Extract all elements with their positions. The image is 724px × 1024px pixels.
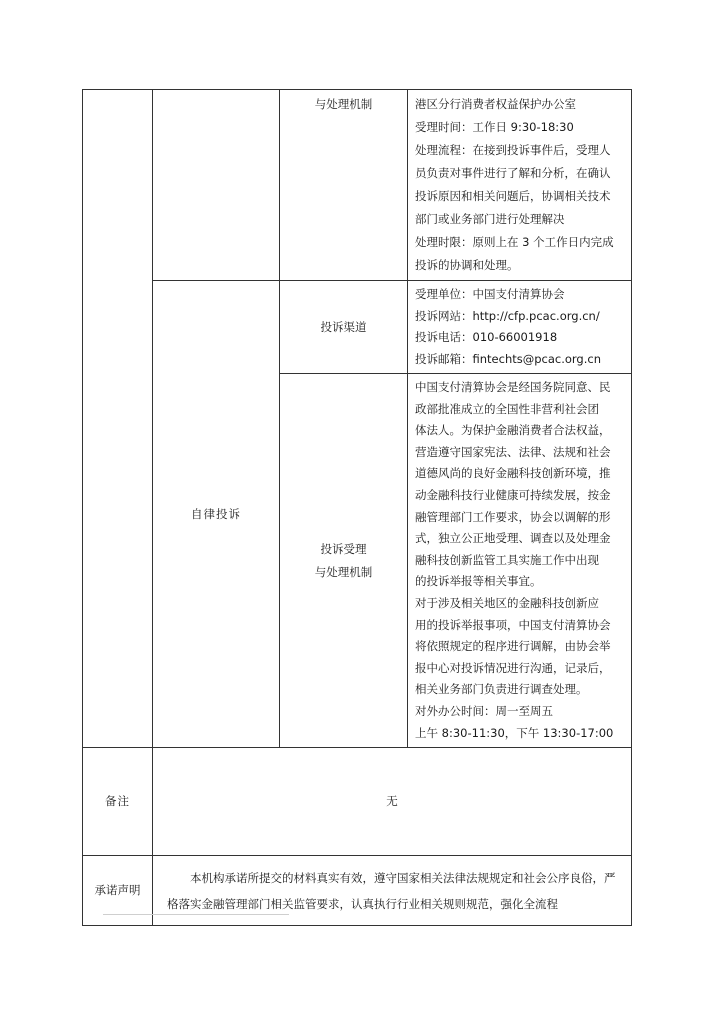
content-line: 道德风尚的良好金融科技创新环境，推	[415, 466, 611, 481]
mechanism-label-cell	[280, 374, 408, 748]
content-line: 将依照规定的程序进行调解，由协会举	[415, 639, 611, 654]
content-line: 投诉邮箱：fintechts@pcac.org.cn	[415, 351, 602, 366]
content-line: 相关业务部门负责进行调查处理。	[415, 682, 588, 697]
content-line: 投诉的协调和处理。	[415, 258, 519, 272]
content-line: 投诉网站：http://cfp.pcac.org.cn/	[415, 308, 600, 323]
self-regulation-mechanism-content	[408, 374, 632, 748]
content-line: 部门或业务部门进行处理解决	[415, 212, 565, 226]
declaration-text: 本机构承诺所提交的材料真实有效，遵守国家相关法律法规规定和社会公序良俗，严格落实金融管理部门相关监管要求，认真执行行业相关规则规范，强化全流程	[167, 870, 616, 911]
content-line: 投诉原因和相关问题后，协调相关技术	[415, 189, 611, 203]
self-regulation-label: 自律投诉	[191, 506, 241, 521]
content-line: 用的投诉举报事项，中国支付清算协会	[415, 617, 611, 632]
row-remarks	[83, 748, 632, 856]
row-declaration	[83, 856, 632, 926]
mechanism-label-text: 与处理机制	[314, 97, 373, 111]
declaration-text-cell	[153, 856, 632, 926]
application-form-table	[82, 89, 632, 926]
remarks-label: 备注	[105, 794, 130, 809]
content-line: 动金融科技行业健康可持续发展，按金	[415, 487, 611, 502]
content-line: 报中心对投诉情况进行沟通，记录后，	[415, 660, 611, 675]
empty-cell	[83, 90, 153, 748]
content-line: 中国支付清算协会是经国务院同意、民	[415, 380, 611, 394]
content-line: 融管理部门工作要求，协会以调解的形	[415, 509, 611, 524]
empty-cell	[153, 90, 280, 281]
content-line: 受理时间：工作日 9:30-18:30	[415, 120, 574, 134]
content-line: 融科技创新监管工具实施工作中出现	[415, 552, 599, 567]
content-line: 式，独立公正地受理、调查以及处理金	[415, 531, 611, 546]
branch-mechanism-content	[408, 90, 632, 281]
content-line: 港区分行消费者权益保护办公室	[415, 97, 576, 111]
declaration-label: 承诺声明	[94, 883, 141, 898]
mechanism-label-line-2: 与处理机制	[314, 564, 373, 579]
content-line: 受理单位：中国支付清算协会	[415, 287, 565, 301]
self-regulation-label-cell	[153, 281, 280, 748]
mechanism-label-line-1: 投诉受理	[320, 541, 367, 556]
content-line: 对外办公时间：周一至周五	[415, 703, 553, 718]
declaration-label-cell	[83, 856, 153, 926]
remarks-value: 无	[386, 794, 398, 809]
channel-label-cell	[280, 281, 408, 374]
content-line: 员负责对事件进行了解和分析，在确认	[415, 166, 611, 180]
channel-content	[408, 281, 632, 374]
content-line: 营造遵守国家宪法、法律、法规和社会	[415, 444, 611, 459]
row-self-regulation-channel	[83, 281, 632, 374]
content-line: 上午 8:30-11:30，下午 13:30-17:00	[415, 725, 614, 740]
content-line: 投诉电话：010-66001918	[415, 330, 558, 344]
mechanism-label	[280, 90, 408, 281]
remarks-value-cell	[153, 748, 632, 856]
content-line: 体法人。为保护金融消费者合法权益，	[415, 423, 611, 438]
content-line: 的投诉举报等相关事宜。	[415, 574, 542, 589]
channel-label: 投诉渠道	[320, 319, 367, 334]
row-branch-mechanism	[83, 90, 632, 281]
content-line: 处理流程：在接到投诉事件后，受理人	[415, 143, 611, 157]
content-line: 处理时限：原则上在 3 个工作日内完成	[415, 235, 614, 249]
content-line: 对于涉及相关地区的金融科技创新应	[415, 595, 599, 610]
remarks-label-cell	[83, 748, 153, 856]
footnote-divider	[103, 914, 289, 915]
content-line: 政部批准成立的全国性非营利社会团	[415, 401, 599, 416]
